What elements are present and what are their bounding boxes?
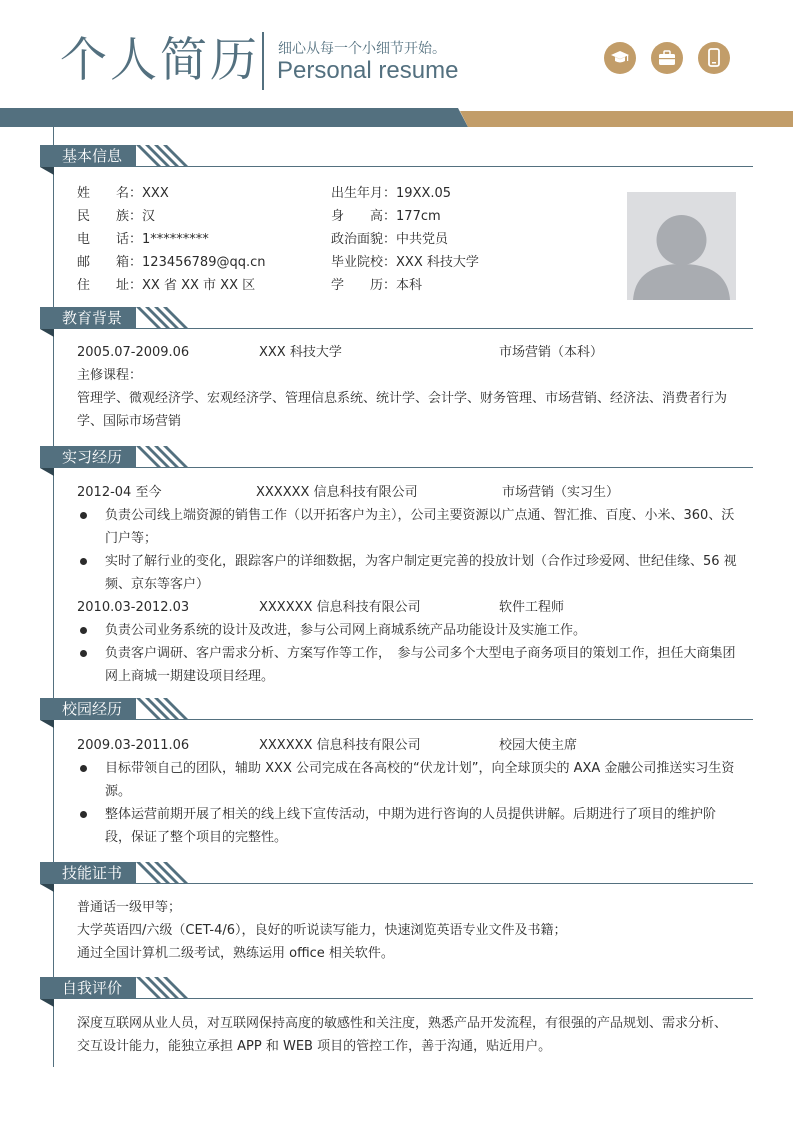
campus-period: 2009.03-2011.06	[77, 738, 190, 753]
courses-list: 管理学、微观经济学、宏观经济学、管理信息系统、统计学、会计学、财务管理、市场营销、经济法、消费者行为学、国际市场营销	[77, 391, 728, 429]
graduation-cap-icon	[604, 42, 636, 74]
section-skills-header	[40, 862, 753, 888]
name-row: 姓 名：XXX	[77, 186, 169, 201]
email-row: 邮 箱：123456789@qq.cn	[77, 255, 266, 270]
phone-icon	[698, 42, 730, 74]
stripes-decoration	[136, 862, 216, 884]
job-company: XXXXXX 信息科技有限公司	[256, 485, 418, 500]
list-item: 实时了解行业的变化，跟踪客户的详细数据，为客户制定更完善的投放计划（合作过珍爱网、世纪佳缘、56 视频、京东等客户）	[77, 550, 737, 596]
job-company: XXXXXX 信息科技有限公司	[259, 600, 421, 615]
section-rule	[136, 719, 753, 720]
nation-row: 民 族：汉	[77, 209, 156, 224]
section-rule	[136, 166, 753, 167]
height-row: 身 高：177cm	[331, 209, 441, 224]
education-major: 市场营销（本科）	[499, 345, 604, 360]
section-campus-header	[40, 698, 753, 724]
avatar	[627, 192, 736, 300]
self-evaluation: 深度互联网从业人员，对互联网保持高度的敏感性和关注度，熟悉产品开发流程，有很强的产品规划、需求分析、交互设计能力，能独立承担 APP 和 WEB 项目的管控工作，善于沟通，贴近用户。	[77, 1016, 728, 1054]
timeline-line	[53, 127, 54, 1067]
list-item: 负责客户调研、客户需求分析、方案写作等工作， 参与公司多个大型电子商务项目的策划工作，担任大商集团网上商城一期建设项目经理。	[77, 642, 737, 688]
education-school: XXX 科技大学	[259, 345, 342, 360]
campus-company: XXXXXX 信息科技有限公司	[259, 738, 421, 753]
skill-line: 大学英语四/六级（CET-4/6），良好的听说读写能力，快速浏览英语专业文件及书籍；	[77, 923, 567, 938]
header-stripe-slate	[0, 108, 468, 127]
stripes-decoration	[136, 446, 216, 468]
job-position: 软件工程师	[499, 600, 565, 615]
campus-position: 校园大使主席	[499, 738, 578, 753]
section-rule	[136, 328, 753, 329]
ribbon-fold	[40, 329, 54, 337]
list-item: 目标带领自己的团队，辅助 XXX 公司完成在各高校的“伏龙计划”，向全球顶尖的 AXA 金融公司推送实习生资源。	[77, 757, 737, 803]
bullet-icon	[80, 650, 87, 657]
politics-row: 政治面貌：中共党员	[331, 232, 449, 247]
address-row: 住 址：XX 省 XX 市 XX 区	[77, 278, 256, 293]
section-education-header	[40, 307, 753, 333]
bullet-icon	[80, 811, 87, 818]
section-title: 教育背景	[40, 307, 136, 329]
slogan: 细心从每一个小细节开始。	[278, 41, 446, 57]
degree-row: 学 历：本科	[331, 278, 423, 293]
name-value: XXX	[142, 186, 169, 201]
section-self-header	[40, 977, 753, 1003]
list-item: 整体运营前期开展了相关的线上线下宣传活动，中期为进行咨询的人员提供讲解。后期进行了项目的维护阶段，保证了整个项目的完整性。	[77, 803, 737, 849]
header-stripe-tan	[460, 111, 793, 127]
stripes-decoration	[136, 977, 216, 999]
title-divider	[262, 32, 264, 90]
title-english: Personal resume	[277, 57, 459, 84]
bullet-icon	[80, 512, 87, 519]
section-title: 校园经历	[40, 698, 136, 720]
stripes-decoration	[136, 145, 216, 167]
birth-row: 出生年月：19XX.05	[331, 186, 452, 201]
phone-row: 电 话：1*********	[77, 232, 209, 247]
courses-label: 主修课程：	[77, 368, 143, 383]
section-basic-header	[40, 145, 753, 171]
section-internship-header	[40, 446, 753, 472]
section-title: 技能证书	[40, 862, 136, 884]
ribbon-fold	[40, 884, 54, 892]
bullet-icon	[80, 627, 87, 634]
education-period: 2005.07-2009.06	[77, 345, 190, 360]
ribbon-fold	[40, 720, 54, 728]
briefcase-icon	[651, 42, 683, 74]
job-period: 2012-04 至今	[77, 485, 162, 500]
ribbon-fold	[40, 468, 54, 476]
section-title: 自我评价	[40, 977, 136, 999]
bullet-icon	[80, 558, 87, 565]
list-item: 负责公司线上端资源的销售工作（以开拓客户为主），公司主要资源以广点通、智汇推、百度、小米、360、沃门户等；	[77, 504, 737, 550]
bullet-icon	[80, 765, 87, 772]
section-rule	[136, 883, 753, 884]
job-position: 市场营销（实习生）	[502, 485, 620, 500]
stripes-decoration	[136, 698, 216, 720]
section-rule	[136, 998, 753, 999]
page-title: 个人简历	[60, 33, 260, 88]
section-rule	[136, 467, 753, 468]
ribbon-fold	[40, 167, 54, 175]
school-row: 毕业院校：XXX 科技大学	[331, 255, 479, 270]
ribbon-fold	[40, 999, 54, 1007]
list-item: 负责公司业务系统的设计及改进，参与公司网上商城系统产品功能设计及实施工作。	[77, 619, 737, 642]
skill-line: 普通话一级甲等；	[77, 900, 182, 915]
stripes-decoration	[136, 307, 216, 329]
section-title: 基本信息	[40, 145, 136, 167]
skill-line: 通过全国计算机二级考试，熟练运用 office 相关软件。	[77, 946, 394, 961]
section-title: 实习经历	[40, 446, 136, 468]
job-period: 2010.03-2012.03	[77, 600, 190, 615]
